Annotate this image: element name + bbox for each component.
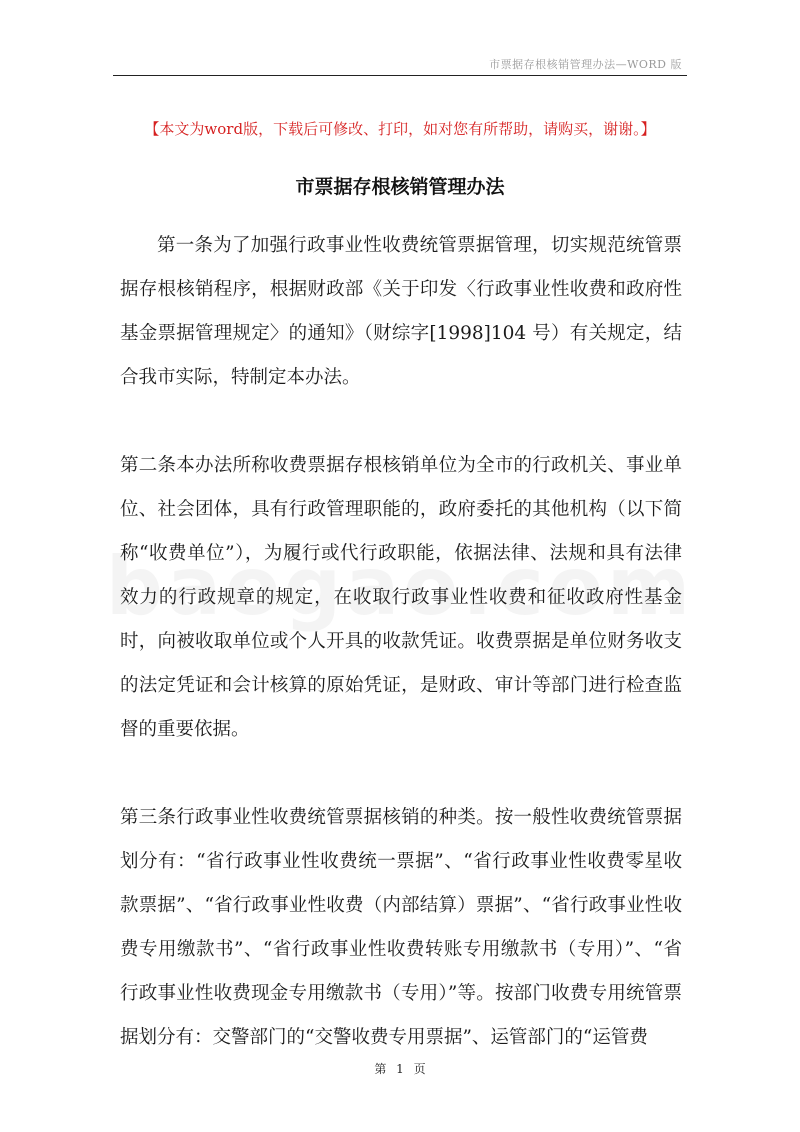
page-prefix: 第 xyxy=(374,1062,387,1076)
page-footer xyxy=(0,1060,800,1077)
running-header: 市票据存根核销管理办法—WORD 版 xyxy=(489,58,682,71)
page-suffix: 页 xyxy=(413,1062,426,1076)
article-1-paragraph: 第一条为了加强行政事业性收费统管票据管理，切实规范统管票据存根核销程序，根据财政部《关于印发〈行政事业性收费和政府性基金票据管理规定〉的通知》（财综字[1998]104 号）有关规定，结合我市实际，特制定本办法。 xyxy=(120,235,682,388)
document-body xyxy=(120,224,682,1104)
page-number: 1 xyxy=(396,1062,404,1076)
document-title: 市票据存根核销管理办法 xyxy=(295,176,505,198)
article-3-paragraph: 第三条行政事业性收费统管票据核销的种类。按一般性收费统管票据划分有：“省行政事业性收费统一票据”、“省行政事业性收费零星收款票据”、“省行政事业性收费（内部结算）票据”、“省行政事业性收费专用缴款书”、“省行政事业性收费转账专用缴款书（专用）”、“省行政事业性收费现金专用缴款书（专用）”等。按部门收费专用统管票据划分有：交警部门的“交警收费专用票据”、运管部门的“运管费 xyxy=(120,807,682,1048)
article-2-paragraph: 第二条本办法所称收费票据存根核销单位为全市的行政机关、事业单位、社会团体，具有行政管理职能的，政府委托的其他机构（以下简称“收费单位”），为履行或代行政职能，依据法律、法规和具有法律效力的行政规章的规定，在收取行政事业性收费和征收政府性基金时，向被收取单位或个人开具的收款凭证。收费票据是单位财务收支的法定凭证和会计核算的原始凭证，是财政、审计等部门进行检查监督的重要依据。 xyxy=(120,455,682,740)
download-notice: 【本文为word版，下载后可修改、打印，如对您有所帮助，请购买，谢谢。】 xyxy=(144,120,656,138)
header-divider xyxy=(113,75,687,76)
